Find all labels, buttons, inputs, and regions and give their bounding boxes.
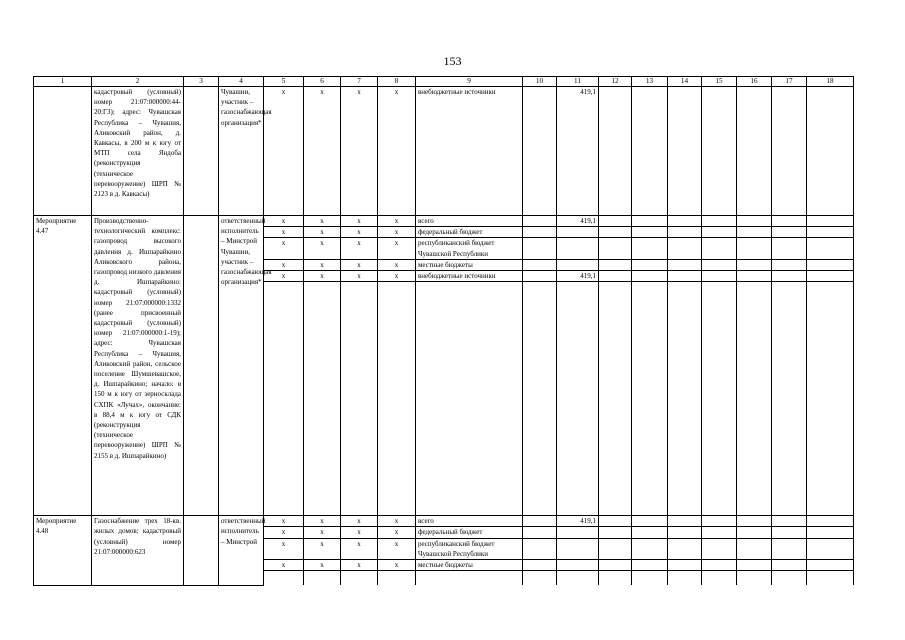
funding-source: федеральный бюджет <box>416 227 523 238</box>
col-header: 4 <box>219 77 264 87</box>
x-mark: x <box>341 227 378 238</box>
x-mark: x <box>304 527 341 538</box>
col-header: 15 <box>702 77 737 87</box>
funding-value: 419,1 <box>557 216 599 227</box>
x-mark: x <box>341 527 378 538</box>
x-mark: x <box>264 516 304 527</box>
col-header: 18 <box>807 77 854 87</box>
event-label: Мероприятие 4.47 <box>34 216 92 516</box>
funding-source: всего <box>416 516 523 527</box>
x-mark: x <box>378 527 416 538</box>
col-header: 6 <box>304 77 341 87</box>
x-mark: x <box>378 227 416 238</box>
x-mark: x <box>304 216 341 227</box>
col-header: 16 <box>737 77 772 87</box>
object-description: Газоснабжение трех 18-кв. жилых домов; кадастровый (условный) номер 21:07:000000:623 <box>92 516 184 586</box>
funding-value <box>557 238 599 259</box>
x-mark: x <box>304 87 341 216</box>
x-mark: x <box>304 516 341 527</box>
x-mark: x <box>341 271 378 282</box>
funding-source: местные бюджеты <box>416 259 523 270</box>
x-mark: x <box>264 271 304 282</box>
x-mark: x <box>304 560 341 571</box>
col-header: 5 <box>264 77 304 87</box>
x-mark: x <box>378 216 416 227</box>
header-row <box>34 77 854 87</box>
funding-source: внебюджетные источники <box>416 87 523 216</box>
col-header: 13 <box>632 77 668 87</box>
x-mark: x <box>341 516 378 527</box>
funding-source: республиканский бюджет Чувашской Республики <box>416 238 523 259</box>
x-mark: x <box>378 560 416 571</box>
x-mark: x <box>341 560 378 571</box>
col-header: 10 <box>523 77 557 87</box>
x-mark: x <box>378 87 416 216</box>
funding-value <box>557 527 599 538</box>
x-mark: x <box>304 271 341 282</box>
x-mark: x <box>378 538 416 559</box>
executor-text: ответственный исполнитель – Минстрой <box>219 516 264 586</box>
x-mark: x <box>264 227 304 238</box>
object-description: кадастровый (условный) номер 21:07:000000:44-20:Г3); адрес: Чувашская Республика – Чувашия, Аликовский район, д. Кавкасы, в 200 м к югу от МТП села Яндоба (реконструкция (техническое перевооружение) ШРП № 2123 в д. Кавкасы) <box>92 87 184 216</box>
x-mark: x <box>304 259 341 270</box>
col-header: 17 <box>772 77 807 87</box>
funding-value <box>557 259 599 270</box>
col-header: 7 <box>341 77 378 87</box>
x-mark: x <box>341 216 378 227</box>
table-row <box>34 216 854 227</box>
x-mark: x <box>304 238 341 259</box>
x-mark: x <box>378 259 416 270</box>
event-label: Мероприятие 4.48 <box>34 516 92 586</box>
x-mark: x <box>264 538 304 559</box>
x-mark: x <box>264 560 304 571</box>
page-number: 153 <box>443 54 462 68</box>
funding-value: 419,1 <box>557 271 599 282</box>
x-mark: x <box>341 238 378 259</box>
executor-text: Чувашии, участник – газоснабжающая организация* <box>219 87 264 216</box>
x-mark: x <box>264 216 304 227</box>
x-mark: x <box>341 259 378 270</box>
funding-value: 419,1 <box>557 87 599 216</box>
funding-value <box>557 560 599 571</box>
x-mark: x <box>378 238 416 259</box>
col-header: 11 <box>557 77 599 87</box>
col-header: 9 <box>416 77 523 87</box>
x-mark: x <box>304 538 341 559</box>
funding-source: всего <box>416 216 523 227</box>
x-mark: x <box>378 516 416 527</box>
funding-source: республиканский бюджет Чувашской Республики <box>416 538 523 559</box>
x-mark: x <box>264 87 304 216</box>
x-mark: x <box>264 238 304 259</box>
col-header: 1 <box>34 77 92 87</box>
executor-text: ответственный исполнитель – Минстрой Чувашии, участник – газоснабжающая организация* <box>219 216 264 516</box>
funding-value <box>557 227 599 238</box>
x-mark: x <box>304 227 341 238</box>
funding-value <box>557 538 599 559</box>
col-header: 8 <box>378 77 416 87</box>
x-mark: x <box>264 527 304 538</box>
program-table <box>33 76 854 586</box>
x-mark: x <box>378 271 416 282</box>
x-mark: x <box>341 87 378 216</box>
x-mark: x <box>264 259 304 270</box>
funding-source: местные бюджеты <box>416 560 523 571</box>
x-mark: x <box>341 538 378 559</box>
col-header: 2 <box>92 77 184 87</box>
continuation-row <box>34 87 854 216</box>
col-header: 3 <box>184 77 219 87</box>
funding-value: 419,1 <box>557 516 599 527</box>
funding-source: федеральный бюджет <box>416 527 523 538</box>
col-header: 14 <box>668 77 702 87</box>
table-row <box>34 516 854 527</box>
funding-source: внебюджетные источники <box>416 271 523 282</box>
object-description: Производственно-технологический комплекс: газопровод высокого давления д. Ишпарайкино Аликовского района, газопровод низкого давления д. Ишпарайкино: кадастровый (условный) номер 21:07:000000:1332 (ранее присвоенный кадастровый (условный) номер 21:07:000000:1-19); адрес: Чувашская Республика – Чувашия, Аликовский район, сельское поселение Шумшевашское, д. Ишпарайкино; начало: в 150 м к югу от зерносклада СХПК «Лучах», окончание: в 88,4 м к югу от СДК (реконструкция (техническое перевооружение) ШРП № 2155 в д. Ишпарайкино) <box>92 216 184 516</box>
col-header: 12 <box>599 77 632 87</box>
